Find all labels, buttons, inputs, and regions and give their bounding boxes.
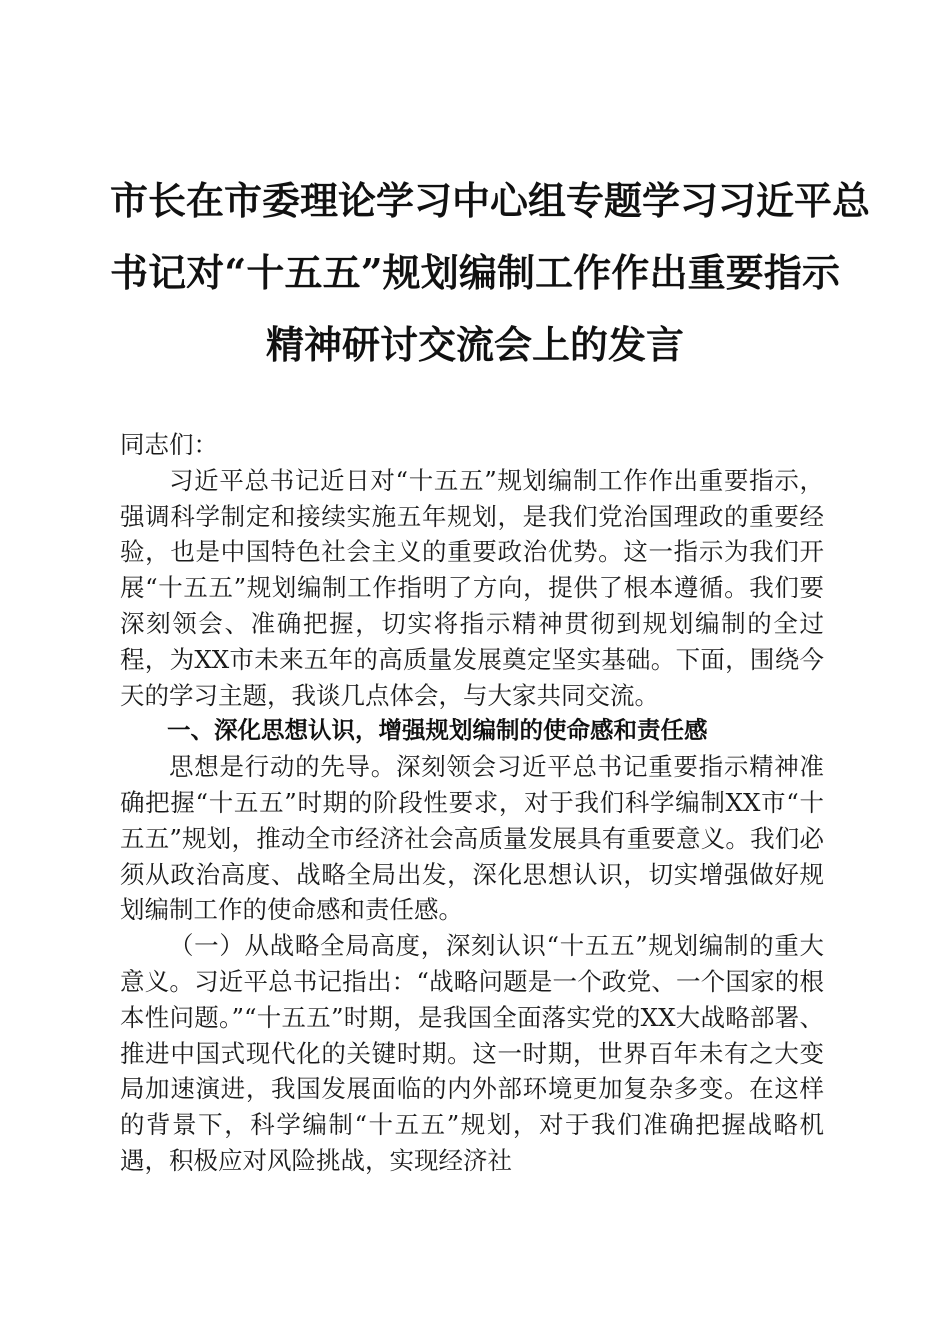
document-body <box>120 427 824 1179</box>
section-heading-1: 一、深化思想认识，增强规划编制的使命感和责任感 <box>167 716 708 745</box>
paragraph-subsection-1: （一）从战略全局高度，深刻认识“十五五”规划编制的重大意义。习近平总书记指出：“战略问题是一个政党、一个国家的根本性问题。”“十五五”时期，是我国全面落实党的XX大战略部署、推进中国式现代化的关键时期。这一时期，世界百年未有之大变局加速演进，我国发展面临的内外部环境更加复杂多变。在这样的背景下，科学编制“十五五”规划，对于我们准确把握战略机遇，积极应对风险挑战，实现经济社 <box>120 931 824 1175</box>
paragraph-intro: 习近平总书记近日对“十五五”规划编制工作作出重要指示，强调科学制定和接续实施五年规划，是我们党治国理政的重要经验，也是中国特色社会主义的重要政治优势。这一指示为我们开展“十五五”规划编制工作指明了方向，提供了根本遵循。我们要深刻领会、准确把握，切实将指示精神贯彻到规划编制的全过程，为XX市未来五年的高质量发展奠定坚实基础。下面，围绕今天的学习主题，我谈几点体会，与大家共同交流。 <box>120 465 824 710</box>
title-line-2: 书记对“十五五”规划编制工作作出重要指示 <box>110 250 840 295</box>
document-title <box>110 165 871 381</box>
title-line-1: 市长在市委理论学习中心组专题学习习近平总 <box>110 178 871 223</box>
salutation: 同志们： <box>120 430 218 459</box>
paragraph-section-1: 思想是行动的先导。深刻领会习近平总书记重要指示精神准确把握“十五五”时期的阶段性要求，对于我们科学编制XX市“十五五”规划，推动全市经济社会高质量发展具有重要意义。我们必须从政治高度、战略全局出发，深化思想认识，切实增强做好规划编制工作的使命感和责任感。 <box>120 752 824 925</box>
title-line-3: 精神研讨交流会上的发言 <box>265 322 684 367</box>
